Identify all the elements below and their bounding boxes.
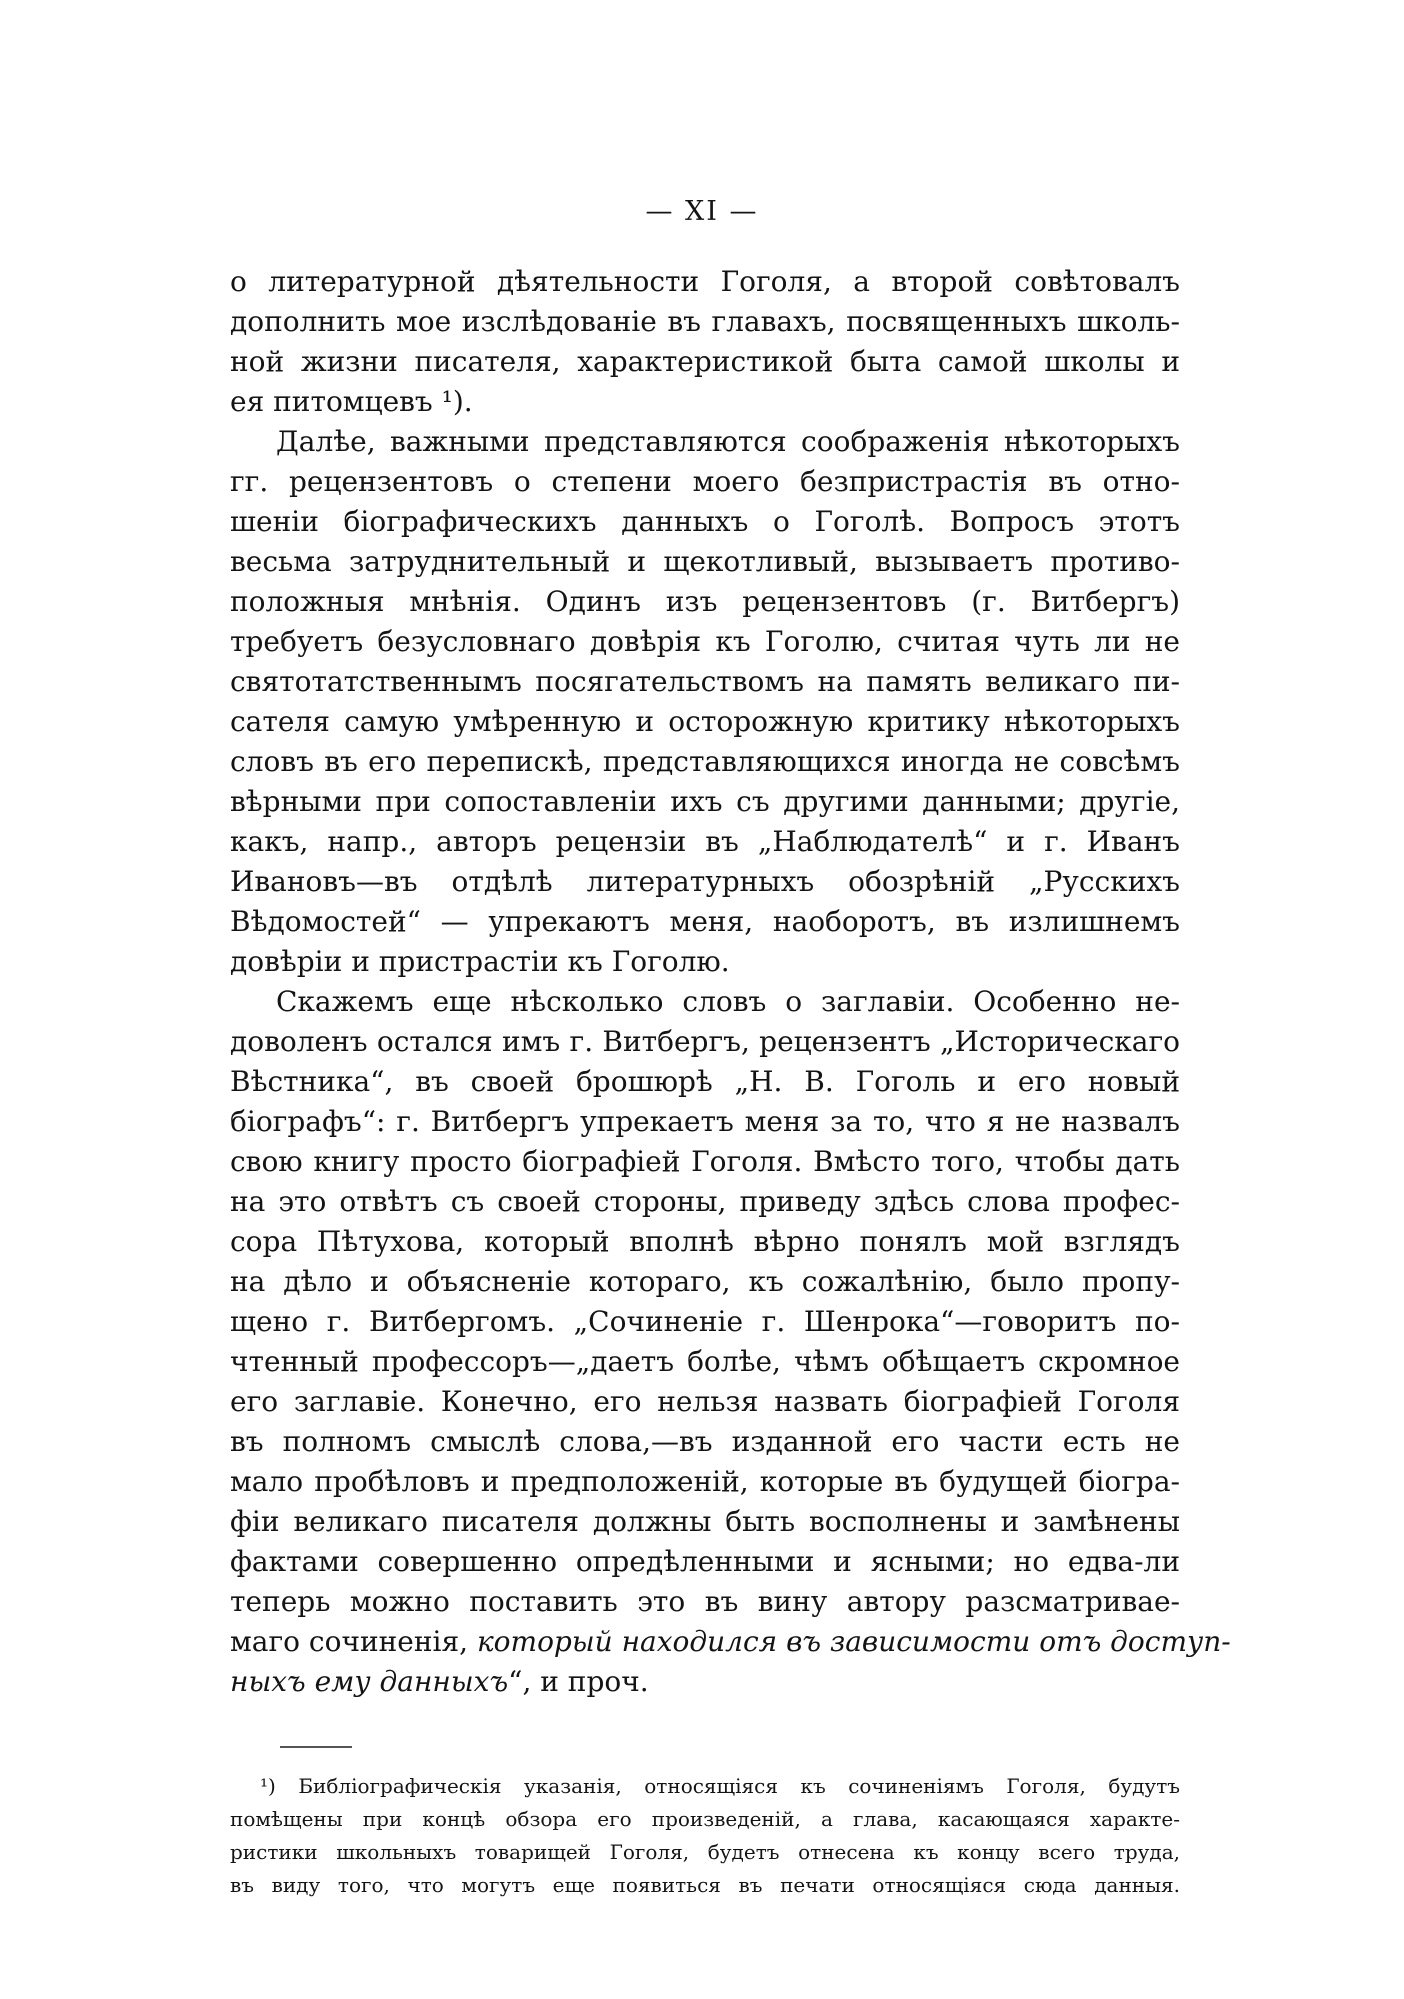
footnote xyxy=(230,1770,1180,1902)
text-line: гг. рецензентовъ о степени моего безпристрастія въ отно- xyxy=(230,465,1180,498)
italic-quote: который находился въ зависимости отъ доступ- xyxy=(476,1625,1231,1658)
text-line: Далѣе, важными представляются соображенія нѣкоторыхъ xyxy=(276,425,1180,458)
text-line: Ивановъ—въ отдѣлѣ литературныхъ обозрѣній „Русскихъ xyxy=(230,865,1180,898)
text-line: ея питомцевъ ¹). xyxy=(230,385,473,418)
text-line: какъ, напр., авторъ рецензіи въ „Наблюдателѣ“ и г. Иванъ xyxy=(230,825,1180,858)
footnote-line: въ виду того, что могутъ еще появиться въ печати относящіяся сюда данныя. xyxy=(230,1873,1180,1897)
text-run: “, и проч. xyxy=(508,1665,649,1698)
text-line: на дѣло и объясненіе котораго, къ сожалѣнію, было пропу- xyxy=(230,1265,1180,1298)
text-line xyxy=(230,1622,1231,1662)
text-line: фіи великаго писателя должны быть восполнены и замѣнены xyxy=(230,1505,1180,1538)
text-line: щено г. Витбергомъ. „Сочиненіе г. Шенрока“—говоритъ по- xyxy=(230,1305,1180,1338)
text-line: въ полномъ смыслѣ слова,—въ изданной его части есть не xyxy=(230,1425,1180,1458)
text-line: сателя самую умѣренную и осторожную критику нѣкоторыхъ xyxy=(230,705,1180,738)
text-line: мало пробѣловъ и предположеній, которые въ будущей біогра- xyxy=(230,1465,1180,1498)
text-line: положныя мнѣнія. Одинъ изъ рецензентовъ (г. Витбергъ) xyxy=(230,585,1180,618)
body-text xyxy=(230,262,1231,1702)
page-number: — XI — xyxy=(645,196,759,227)
text-line: дополнить мое изслѣдованіе въ главахъ, посвященныхъ школь- xyxy=(230,305,1180,338)
italic-quote: ныхъ ему данныхъ xyxy=(230,1665,509,1698)
text-line xyxy=(230,1662,1180,1702)
text-line: Вѣдомостей“ — упрекаютъ меня, наоборотъ, въ излишнемъ xyxy=(230,905,1180,938)
footnote-line: помѣщены при концѣ обзора его произведеній, а глава, касающаяся характе- xyxy=(230,1807,1180,1831)
text-line: сора Пѣтухова, который вполнѣ вѣрно понялъ мой взглядъ xyxy=(230,1225,1180,1258)
text-line: святотатственнымъ посягательствомъ на память великаго пи- xyxy=(230,665,1180,698)
text-line: весьма затруднительный и щекотливый, вызываетъ противо- xyxy=(230,545,1180,578)
text-line: на это отвѣтъ съ своей стороны, приведу здѣсь слова профес- xyxy=(230,1185,1180,1218)
text-run: маго сочиненія, xyxy=(230,1625,477,1658)
footnote-line: ристики школьныхъ товарищей Гоголя, будетъ отнесена къ концу всего труда, xyxy=(230,1840,1180,1864)
text-line: біографъ“: г. Витбергъ упрекаетъ меня за то, что я не назвалъ xyxy=(230,1105,1180,1138)
text-line: словъ въ его перепискѣ, представляющихся иногда не совсѣмъ xyxy=(230,745,1180,778)
text-line: о литературной дѣятельности Гоголя, а второй совѣтовалъ xyxy=(230,265,1180,298)
text-line: довѣріи и пристрастіи къ Гоголю. xyxy=(230,945,730,978)
text-line: свою книгу просто біографіей Гоголя. Вмѣсто того, чтобы дать xyxy=(230,1145,1180,1178)
text-line: Скажемъ еще нѣсколько словъ о заглавіи. Особенно не- xyxy=(276,985,1180,1018)
text-line: Вѣстника“, въ своей брошюрѣ „Н. В. Гоголь и его новый xyxy=(230,1065,1180,1098)
footnote-line: ¹) Библіографическія указанія, относящіяся къ сочиненіямъ Гоголя, будутъ xyxy=(260,1774,1180,1798)
text-line: доволенъ остался имъ г. Витбергъ, рецензентъ „Историческаго xyxy=(230,1025,1180,1058)
text-line: фактами совершенно опредѣленными и ясными; но едва-ли xyxy=(230,1545,1180,1578)
text-line: его заглавіе. Конечно, его нельзя назвать біографіей Гоголя xyxy=(230,1385,1180,1418)
text-line: шеніи біографическихъ данныхъ о Гоголѣ. Вопросъ этотъ xyxy=(230,505,1180,538)
text-line: вѣрными при сопоставленіи ихъ съ другими данными; другіе, xyxy=(230,785,1180,818)
text-line: требуетъ безусловнаго довѣрія къ Гоголю, считая чуть ли не xyxy=(230,625,1180,658)
text-line: ной жизни писателя, характеристикой быта самой школы и xyxy=(230,345,1180,378)
text-line: теперь можно поставить это въ вину автору разсматривае- xyxy=(230,1585,1180,1618)
text-line: чтенный профессоръ—„даетъ болѣе, чѣмъ обѣщаетъ скромное xyxy=(230,1345,1180,1378)
footnote-divider xyxy=(280,1746,352,1748)
